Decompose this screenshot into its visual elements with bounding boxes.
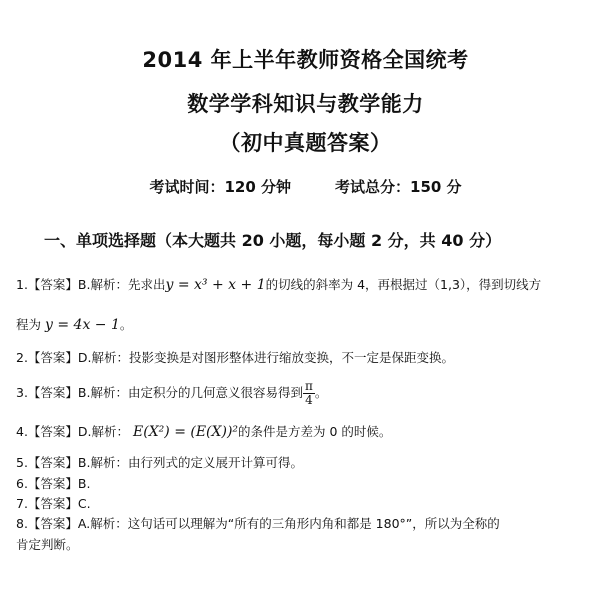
answer-8-continued: 肯定判断。 bbox=[16, 537, 79, 552]
answer-4-suffix: 的条件是方差为 0 的时候。 bbox=[238, 424, 392, 439]
document-level-label: （初中真题答案） bbox=[219, 131, 392, 155]
answer-5: 5.【答案】B.解析：由行列式的定义展开计算可得。 bbox=[16, 455, 303, 470]
document-title: 2014 年上半年教师资格全国统考 bbox=[142, 48, 469, 72]
answer-8: 8.【答案】A.解析：这句话可以理解为“所有的三角形内角和都是 180°”，所以为全称的 bbox=[16, 516, 500, 531]
exam-info bbox=[0, 176, 611, 197]
answer-1 bbox=[16, 276, 600, 294]
exam-total-score: 考试总分：150 分 bbox=[335, 178, 462, 196]
answer-1-line2-suffix: 。 bbox=[119, 317, 133, 332]
answer-3-prefix: 3.【答案】B.解析：由定积分的几何意义很容易得到 bbox=[16, 385, 303, 400]
answer-3 bbox=[16, 380, 600, 407]
exam-time: 考试时间：120 分钟 bbox=[149, 178, 291, 196]
answer-1-line2-prefix: 程为 bbox=[16, 317, 42, 332]
document-subtitle: 数学学科知识与教学能力 bbox=[187, 92, 424, 116]
answer-1-formula: y = x³ + x + 1 bbox=[165, 277, 266, 293]
answer-1-line2-formula: y = 4x − 1 bbox=[45, 317, 120, 333]
answer-4-prefix: 4.【答案】D.解析： bbox=[16, 424, 130, 439]
answer-7: 7.【答案】C. bbox=[16, 496, 91, 511]
answer-2: 2.【答案】D.解析：投影变换是对图形整体进行缩放变换，不一定是保距变换。 bbox=[16, 350, 455, 365]
answer-4-formula: E(X²) = (E(X))² bbox=[133, 424, 239, 440]
fraction-denominator: 4 bbox=[305, 393, 313, 407]
answer-1-continued bbox=[16, 316, 600, 334]
answer-3-suffix: 。 bbox=[314, 385, 328, 400]
answer-4 bbox=[16, 423, 600, 441]
answer-1-text: 的切线的斜率为 4，再根据过（1,3），得到切线方 bbox=[265, 277, 542, 292]
answer-6: 6.【答案】B. bbox=[16, 476, 91, 491]
fraction-numerator: π bbox=[304, 379, 313, 393]
section-heading: 一、单项选择题（本大题共 20 小题，每小题 2 分，共 40 分） bbox=[44, 231, 502, 250]
answer-3-fraction bbox=[303, 380, 315, 407]
answer-1-prefix: 1.【答案】B.解析：先求出 bbox=[16, 277, 166, 292]
